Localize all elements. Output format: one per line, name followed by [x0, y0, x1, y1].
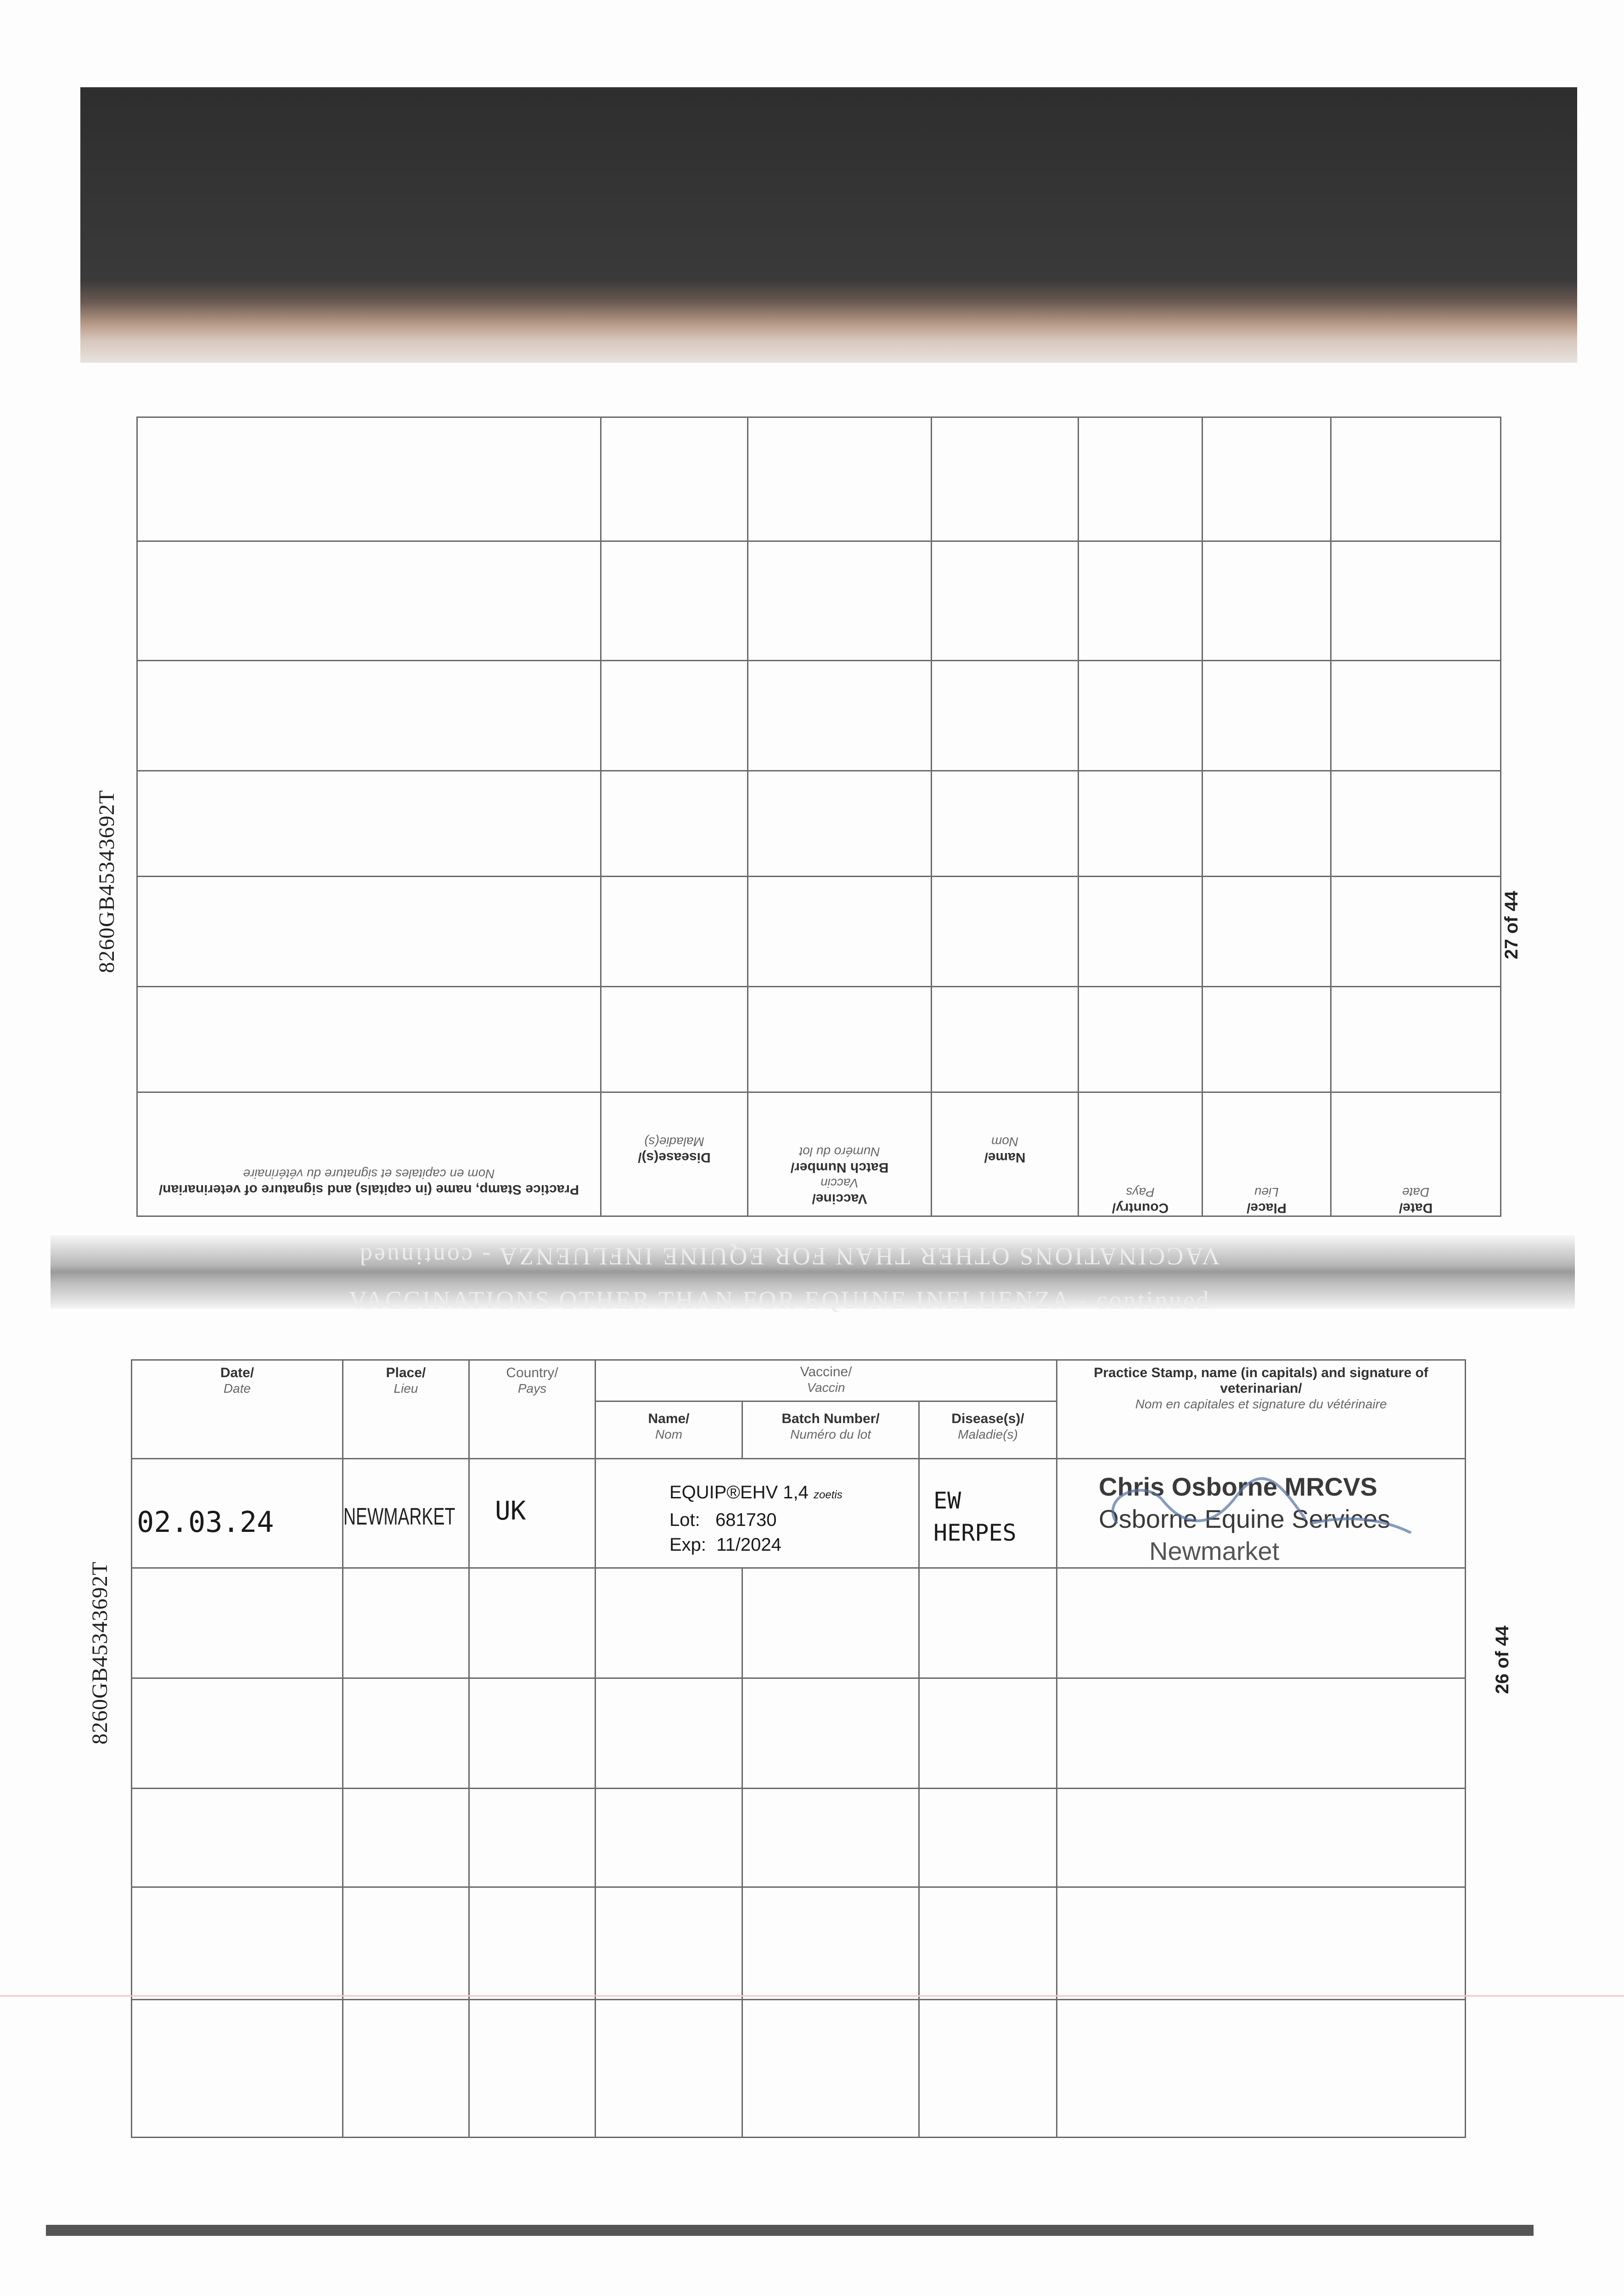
signature-scribble [1090, 1469, 1420, 1551]
table-row [137, 987, 1501, 1092]
entry-vaccine-maker: zoetis [814, 1489, 843, 1501]
header-date: Date/ Date [132, 1360, 343, 1459]
header-place: Place/ Lieu [343, 1360, 469, 1459]
passport-id-lower: 8260GB45343692T [88, 1561, 112, 1745]
header-batch: Batch Number/ Numéro du lot [742, 1401, 919, 1459]
table-row [132, 1887, 1466, 2000]
entry-disease-cell [919, 1459, 1057, 1568]
upper-vaccination-table [138, 418, 1501, 1217]
section-title-lower: VACCINATIONS OTHER THAN FOR EQUINE INFLUENZA - continued [349, 1286, 1211, 1314]
entry-date-cell [132, 1459, 343, 1568]
header-stamp: Practice Stamp, name (in capitals) and signature of veterinarian/ Nom en capitales et signature du vétérinaire [137, 1092, 601, 1216]
entry-country: UK [495, 1496, 526, 1526]
entry-vaccine-name: EQUIP®EHV 1,4 [669, 1482, 809, 1503]
header-name: Name/ Nom [932, 1092, 1079, 1216]
scan-artifact-line [0, 1995, 1624, 1997]
page-number-upper: 27 of 44 [1501, 891, 1522, 959]
passport-id-upper: 8260GB45343692T [95, 790, 119, 973]
entry-stamp-cell [1057, 1459, 1466, 1568]
table-row [132, 1678, 1466, 1789]
stamp-vet-name: Chris Osborne MRCVS [1099, 1472, 1377, 1501]
entry-date: 02.03.24 [137, 1505, 274, 1539]
table-row [137, 417, 1501, 541]
table-row [137, 771, 1501, 877]
stamp-town: Newmarket [1149, 1536, 1280, 1565]
section-title-upper: VACCINATIONS OTHER THAN FOR EQUINE INFLUENZA - continued [358, 1243, 1220, 1270]
header-batch: Vaccine/ Vaccin Batch Number/ Numéro du lot [748, 1092, 932, 1216]
table-row [132, 1568, 1466, 1678]
table-row [132, 1789, 1466, 1887]
entry-disease-line2: HERPES [933, 1519, 1017, 1546]
entry-lot-label: Lot: [669, 1510, 700, 1530]
header-name: Name/ Nom [596, 1401, 742, 1459]
table-row-entry [132, 1459, 1466, 1568]
header-country: Country/ Pays [1079, 1092, 1203, 1216]
table-row [132, 2000, 1466, 2138]
header-vaccine: Vaccine/ Vaccin [596, 1360, 1057, 1401]
entry-place-cell [343, 1459, 469, 1568]
entry-place: NEWMARKET [343, 1503, 455, 1530]
header-disease: Disease(s)/ Maladie(s) [601, 1092, 748, 1216]
entry-country-cell [469, 1459, 596, 1568]
table-row [137, 877, 1501, 987]
stamp-practice: Osborne Equine Services [1099, 1504, 1391, 1533]
header-country: Country/ Pays [469, 1360, 596, 1459]
header-place: Place/ Lieu [1203, 1092, 1331, 1216]
scan-shadow-strip [80, 87, 1577, 363]
header-date: Date/ Date [1331, 1092, 1501, 1216]
entry-vaccine-cell [596, 1459, 919, 1568]
header-stamp: Practice Stamp, name (in capitals) and signature of veterinarian/ Nom en capitales et signature du vétérinaire [1057, 1360, 1466, 1459]
entry-exp: 11/2024 [716, 1535, 781, 1555]
scan-bottom-edge [46, 2225, 1534, 2236]
page-number-lower: 26 of 44 [1492, 1626, 1512, 1694]
table-row [137, 541, 1501, 661]
entry-disease-line1: EW [933, 1487, 961, 1514]
entry-exp-label: Exp: [669, 1535, 707, 1555]
table-row [137, 661, 1501, 771]
entry-lot: 681730 [715, 1510, 777, 1530]
header-disease: Disease(s)/ Maladie(s) [919, 1401, 1057, 1459]
lower-vaccination-table [131, 1359, 1466, 2138]
